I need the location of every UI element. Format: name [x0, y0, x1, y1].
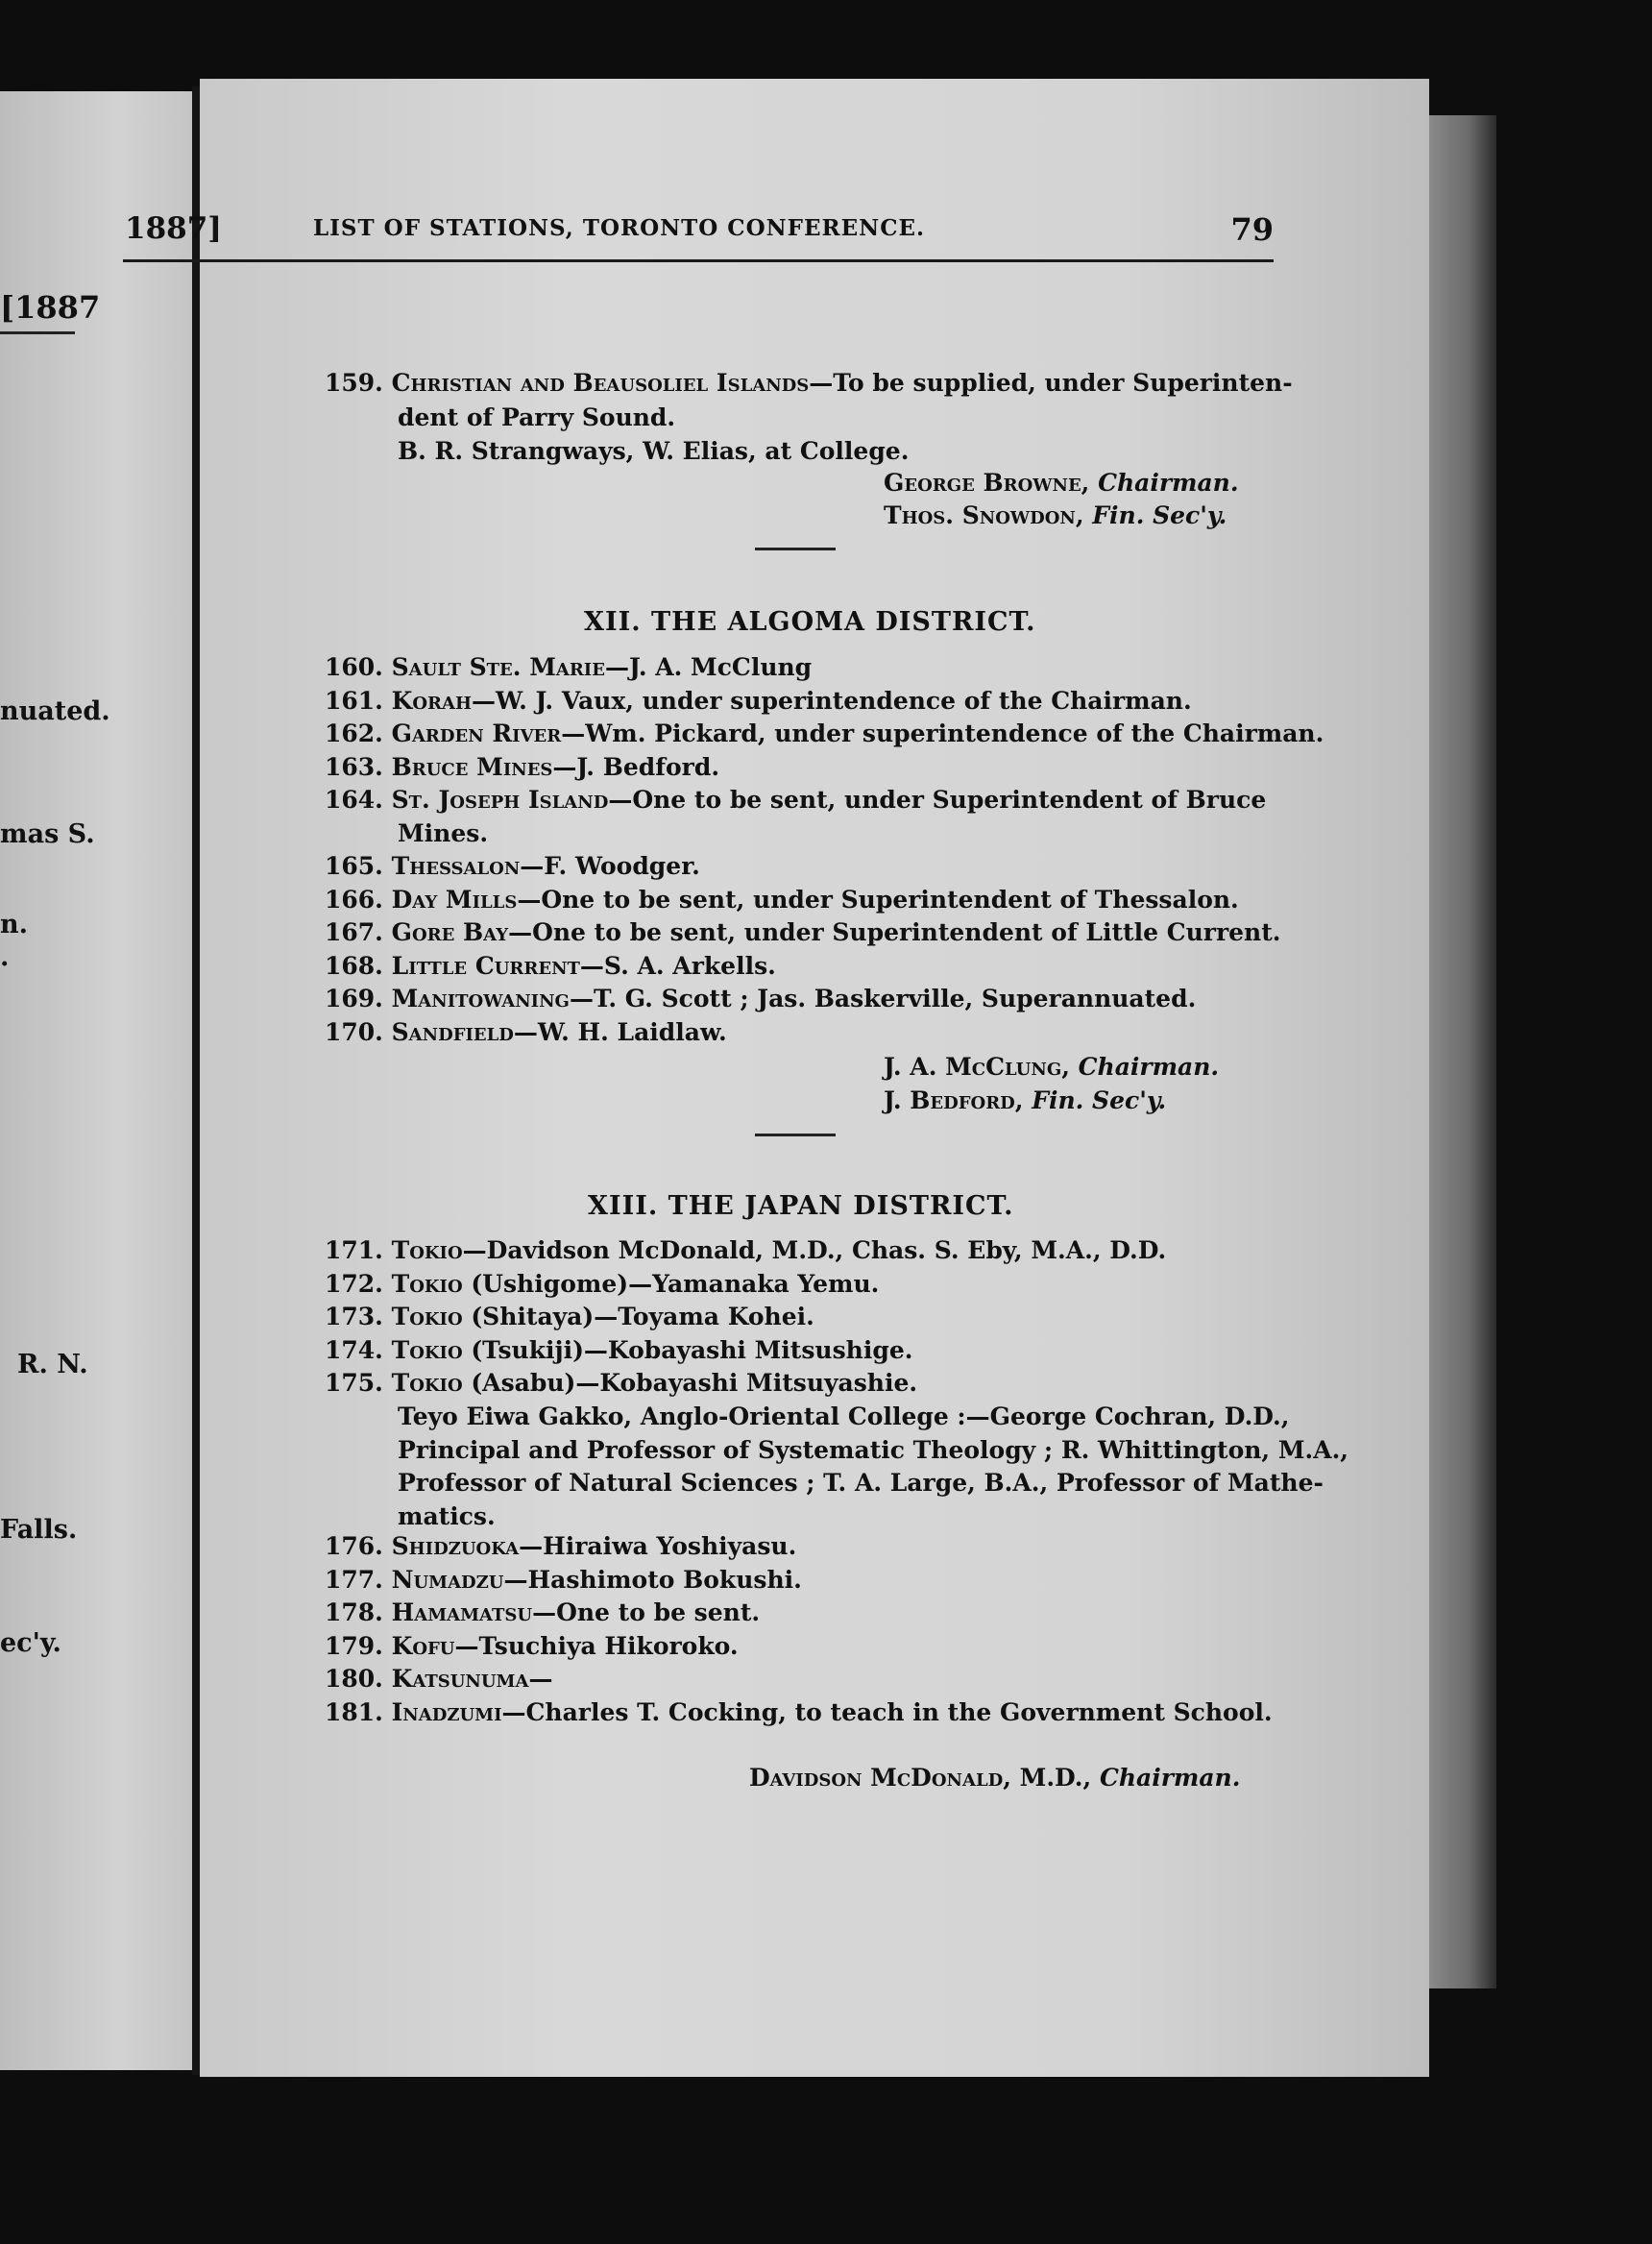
- signatory-name: Thos. Snowdon,: [884, 501, 1084, 529]
- station-name: Tokio: [391, 1269, 463, 1298]
- station-entry: [325, 1566, 802, 1594]
- entry-text: —W. J. Vaux, under superintendence of the Chairman.: [471, 686, 1192, 715]
- station-entry: [325, 1698, 1273, 1726]
- college-note: B. R. Strangways, W. Elias, at College.: [398, 437, 910, 465]
- entry-text: —One to be sent, under Superintendent of Thessalon.: [517, 885, 1239, 914]
- station-entry: [325, 1303, 814, 1330]
- entry-number: 180.: [325, 1665, 383, 1693]
- entry-text: —J. A. McClung: [604, 653, 813, 681]
- entry-number: 170.: [325, 1017, 383, 1046]
- entry-number: 174.: [325, 1335, 383, 1364]
- entry-text: —Hiraiwa Yoshiyasu.: [519, 1532, 797, 1560]
- station-name: Thessalon: [391, 852, 521, 880]
- station-name: Manitowaning: [391, 985, 570, 1012]
- page-edge-shadow: [1429, 115, 1496, 1988]
- left-page-header: [1887: [0, 289, 101, 326]
- entry-text: (Ushigome)—Yamanaka Yemu.: [462, 1269, 880, 1298]
- left-fragment: R. N.: [17, 1350, 88, 1379]
- entry-number: 164.: [325, 786, 383, 814]
- station-entry: [325, 687, 1192, 715]
- left-fragment: ec'y.: [0, 1628, 61, 1658]
- entry-number: 168.: [325, 951, 383, 980]
- entry-text: —Charles T. Cocking, to teach in the Government School.: [501, 1697, 1273, 1726]
- entry-number: 166.: [325, 885, 383, 914]
- station-entry: [325, 1598, 760, 1626]
- entry-number: 167.: [325, 918, 383, 946]
- signatory-name: Davidson McDonald,: [749, 1764, 1011, 1792]
- station-entry: [325, 952, 776, 980]
- signature-chairman: [884, 469, 1239, 497]
- entry-text: —S. A. Arkells.: [579, 951, 776, 980]
- signature-chairman: [884, 1053, 1219, 1081]
- entry-text: —Tsuchiya Hikoroko.: [454, 1631, 739, 1660]
- left-page-rule: [0, 331, 75, 334]
- station-name: Day Mills: [391, 885, 518, 914]
- station-name: Tokio: [391, 1335, 463, 1364]
- station-name: Little Current: [391, 951, 580, 980]
- section-heading-japan: XIII. THE JAPAN DISTRICT.: [588, 1191, 1014, 1221]
- station-entry: [325, 1236, 1166, 1264]
- college-line: matics.: [398, 1501, 496, 1530]
- entry-text: —To be supplied, under Superinten-: [809, 369, 1293, 397]
- entry-159-continuation: dent of Parry Sound.: [398, 403, 676, 431]
- signatory-name: J. Bedford,: [884, 1086, 1024, 1114]
- station-entry: [325, 1632, 739, 1660]
- station-entry: [325, 1665, 552, 1693]
- header-title: LIST OF STATIONS, TORONTO CONFERENCE.: [313, 215, 926, 241]
- entry-text: (Asabu)—Kobayashi Mitsuyashie.: [462, 1369, 918, 1397]
- station-entry: [325, 720, 1324, 747]
- college-line: Professor of Natural Sciences ; T. A. Large, B.A., Professor of Mathe-: [398, 1469, 1324, 1497]
- left-fragment: nuated.: [0, 696, 110, 726]
- station-name: Korah: [391, 686, 472, 715]
- station-name: Sandfield: [391, 1017, 514, 1046]
- station-entry: [325, 653, 812, 681]
- running-header: [125, 211, 1274, 250]
- station-name: Hamamatsu: [391, 1598, 533, 1626]
- section-divider: [755, 1134, 836, 1136]
- entry-number: 169.: [325, 985, 383, 1012]
- entry-text: —T. G. Scott ; Jas. Baskerville, Superannuated.: [569, 985, 1197, 1012]
- station-entry: [325, 1270, 879, 1298]
- entry-number: 173.: [325, 1303, 383, 1330]
- entry-number: 159.: [325, 369, 383, 397]
- left-fragment: mas S.: [0, 819, 95, 849]
- signatory-name: George Browne,: [884, 469, 1090, 497]
- left-fragment: Falls.: [0, 1515, 78, 1545]
- left-fragment: .: [0, 942, 10, 972]
- station-entry: [325, 852, 700, 880]
- signatory-degree: M.D.,: [1019, 1764, 1092, 1792]
- station-entry: [325, 918, 1280, 946]
- station-name: Katsunuma: [391, 1665, 529, 1693]
- station-name: Tokio: [391, 1303, 463, 1330]
- station-name: Tokio: [391, 1369, 463, 1397]
- entry-number: 165.: [325, 852, 383, 880]
- entry-text: —Wm. Pickard, under superintendence of the Chairman.: [561, 720, 1324, 747]
- page-gutter: [192, 86, 200, 2075]
- station-name: Gore Bay: [391, 918, 509, 946]
- signatory-role: Fin. Sec'y.: [1092, 501, 1227, 529]
- entry-number: 161.: [325, 686, 383, 715]
- entry-number: 177.: [325, 1565, 383, 1594]
- entry-text: —J. Bedford.: [552, 752, 720, 781]
- entry-text: —W. H. Laidlaw.: [513, 1017, 727, 1046]
- signatory-role: Chairman.: [1098, 469, 1239, 497]
- station-name: Tokio: [391, 1236, 463, 1264]
- signature-secretary: [884, 501, 1227, 529]
- entry-number: 176.: [325, 1532, 383, 1560]
- signatory-name: J. A. McClung,: [884, 1053, 1070, 1081]
- signatory-role: Chairman.: [1078, 1053, 1220, 1081]
- station-name: St. Joseph Island: [391, 786, 609, 814]
- header-year: 1887]: [125, 211, 222, 246]
- entry-number: 160.: [325, 653, 383, 681]
- station-entry: [325, 1336, 912, 1364]
- left-fragment: n.: [0, 910, 29, 939]
- station-name: Kofu: [391, 1631, 455, 1660]
- college-line: Principal and Professor of Systematic Theology ; R. Whittington, M.A.,: [398, 1435, 1349, 1464]
- entry-number: 171.: [325, 1236, 383, 1264]
- entry-text: —One to be sent.: [532, 1598, 761, 1626]
- station-entry: [325, 1018, 727, 1046]
- page-number: 79: [1230, 211, 1274, 248]
- station-name: Shidzuoka: [391, 1532, 520, 1560]
- signature-secretary: [884, 1086, 1166, 1114]
- entry-text: —Davidson McDonald, M.D., Chas. S. Eby, M.A., D.D.: [462, 1236, 1167, 1264]
- entry-text: —One to be sent, under Superintendent of Little Current.: [508, 918, 1281, 946]
- entry-text: (Shitaya)—Toyama Kohei.: [462, 1303, 814, 1330]
- section-heading-algoma: XII. THE ALGOMA DISTRICT.: [584, 607, 1036, 637]
- entry-number: 181.: [325, 1697, 383, 1726]
- entry-number: 179.: [325, 1631, 383, 1660]
- entry-number: 162.: [325, 720, 383, 747]
- station-entry: [325, 1369, 917, 1397]
- section-divider: [755, 548, 836, 550]
- entry-number: 163.: [325, 752, 383, 781]
- station-entry: [325, 886, 1239, 914]
- station-name: Inadzumi: [391, 1697, 502, 1726]
- station-entry: [325, 1532, 796, 1560]
- header-rule: [123, 259, 1274, 262]
- entry-159: [325, 369, 1293, 397]
- signatory-role: Chairman.: [1099, 1764, 1241, 1792]
- station-entry: [325, 753, 719, 781]
- entry-text: —One to be sent, under Superintendent of Bruce: [608, 786, 1267, 814]
- station-name: Sault Ste. Marie: [391, 653, 605, 681]
- entry-number: 178.: [325, 1598, 383, 1626]
- entry-number: 175.: [325, 1369, 383, 1397]
- station-name: Bruce Mines: [391, 752, 553, 781]
- entry-text: Mines.: [398, 818, 489, 847]
- signature-chairman: [749, 1764, 1240, 1792]
- signatory-role: Fin. Sec'y.: [1032, 1086, 1167, 1114]
- station-entry: [398, 819, 488, 847]
- station-name: Christian and Beausoliel Islands: [391, 369, 810, 397]
- station-name: Numadzu: [391, 1565, 504, 1594]
- station-name: Garden River: [391, 720, 562, 747]
- entry-text: (Tsukiji)—Kobayashi Mitsushige.: [462, 1335, 913, 1364]
- entry-text: —: [528, 1665, 553, 1693]
- left-page: [0, 91, 197, 2070]
- college-line: Teyo Eiwa Gakko, Anglo-Oriental College :—George Cochran, D.D.,: [398, 1402, 1290, 1430]
- entry-number: 172.: [325, 1269, 383, 1298]
- entry-text: —F. Woodger.: [520, 852, 700, 880]
- station-entry: [325, 985, 1196, 1012]
- entry-text: —Hashimoto Bokushi.: [503, 1565, 802, 1594]
- station-entry: [325, 786, 1266, 814]
